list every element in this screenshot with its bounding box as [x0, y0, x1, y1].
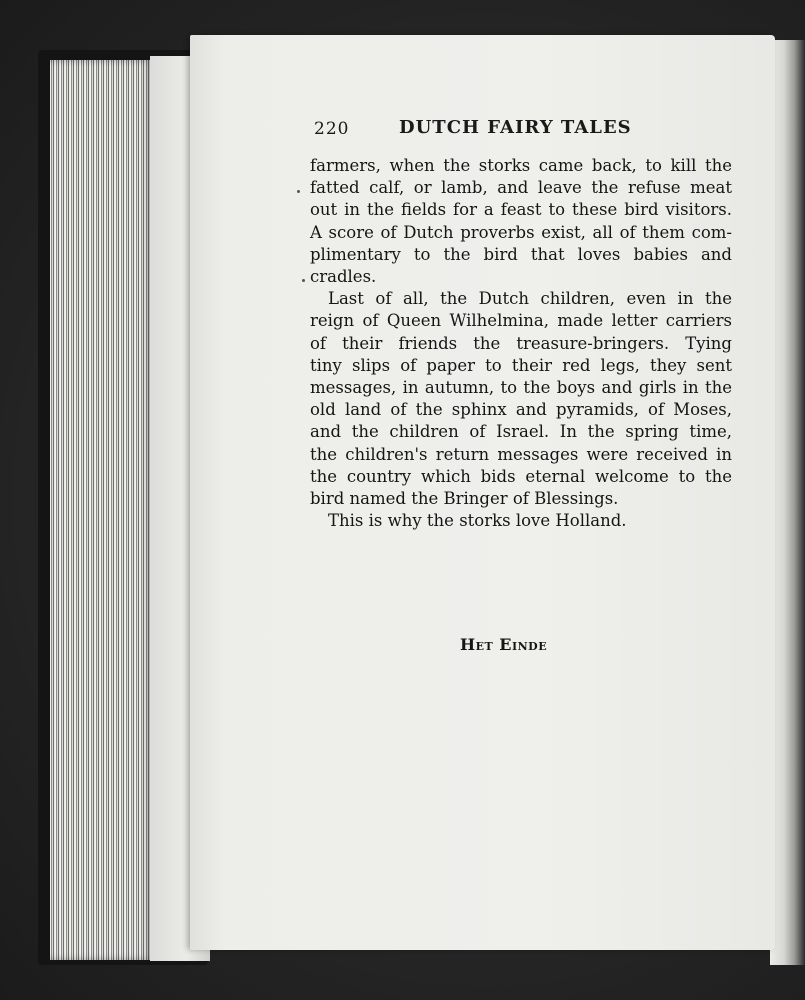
text-line: the country which bids eternal welcome to the	[310, 466, 732, 486]
text-line: farmers, when the storks came back, to kill the	[310, 156, 732, 175]
text-line: of their friends the treasure-bringers. Tying	[310, 333, 732, 353]
text-line: and the children of Israel. In the spring time,	[310, 422, 732, 442]
right-page-edge	[770, 40, 805, 965]
page-edges	[50, 60, 154, 960]
running-title: DUTCH FAIRY TALES	[399, 117, 632, 138]
text-line: Last of all, the Dutch children, even in the	[328, 289, 732, 309]
end-mark: Het Einde	[460, 635, 548, 654]
text-line: plimentary to the bird that loves babies and	[310, 244, 732, 264]
book-page	[190, 35, 775, 950]
text-line: This is why the storks love Holland.	[328, 511, 627, 531]
text-line: messages, in autumn, to the boys and girls in the	[310, 378, 732, 398]
text-line: bird named the Bringer of Blessings.	[310, 489, 619, 509]
text-line: out in the fields for a feast to these bird visitors.	[310, 200, 732, 220]
text-line: fatted calf, or lamb, and leave the refuse meat	[310, 178, 732, 198]
text-line: A score of Dutch proverbs exist, all of them com-	[310, 222, 732, 242]
text-line: the children's return messages were received in	[310, 444, 732, 464]
text-line: cradles.	[310, 267, 377, 287]
body-text	[310, 155, 732, 532]
paper-speck	[297, 190, 300, 193]
page-number: 220	[314, 119, 350, 139]
paper-speck	[302, 279, 305, 282]
text-line: reign of Queen Wilhelmina, made letter carriers	[310, 311, 732, 331]
text-line: tiny slips of paper to their red legs, they sent	[310, 355, 732, 375]
text-line: old land of the sphinx and pyramids, of Moses,	[310, 400, 732, 420]
